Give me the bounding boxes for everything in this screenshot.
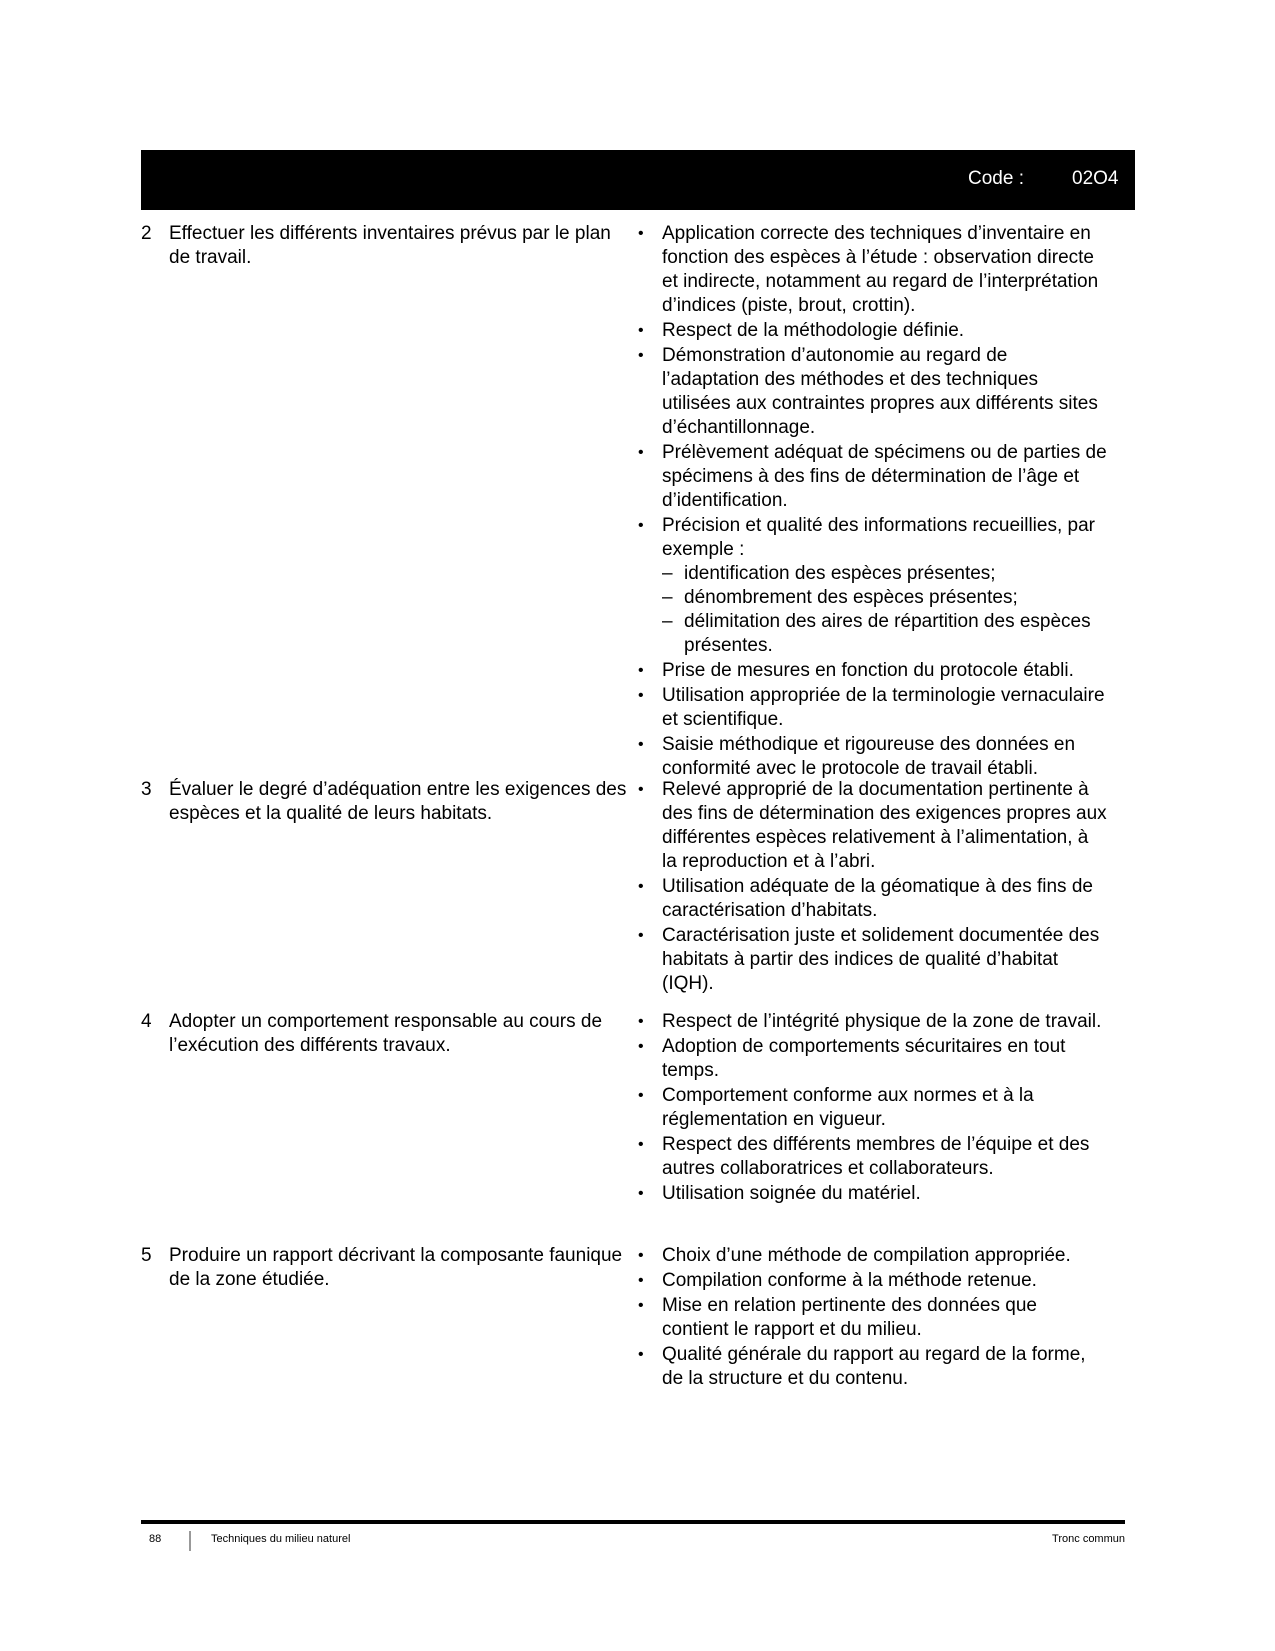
criterion-text: Utilisation soignée du matériel. [662,1183,921,1204]
bullet-icon: • [638,736,644,753]
bullet-icon: • [638,1185,644,1202]
element-of-competency [141,222,651,270]
criterion-text: Adoption de comportements sécuritaires en tout temps. [662,1036,1066,1081]
element-number: 2 [141,223,152,244]
sub-item [662,562,1108,586]
dash-icon: – [662,611,673,632]
bullet-icon: • [638,322,644,339]
element-number: 5 [141,1245,152,1266]
criterion-item [638,514,1108,658]
criterion-item [638,1294,1108,1342]
program-name: Techniques du milieu naturel [211,1533,351,1545]
criterion-text: Caractérisation juste et solidement documentée des habitats à partir des indices de qualité d’habitat (IQH). [662,925,1100,994]
performance-criteria-list [638,1244,1108,1392]
bullet-icon: • [638,662,644,679]
bullet-icon: • [638,1013,644,1030]
sub-item-text: délimitation des aires de répartition des espèces présentes. [684,611,1091,656]
section-name: Tronc commun [1052,1533,1125,1545]
element-of-competency [141,1010,651,1058]
element-text: Effectuer les différents inventaires prévus par le plan de travail. [169,223,611,268]
element-text: Évaluer le degré d’adéquation entre les exigences des espèces et la qualité de leurs habitats. [169,779,627,824]
criterion-text: Utilisation appropriée de la terminologie vernaculaire et scientifique. [662,685,1105,730]
sub-item-text: dénombrement des espèces présentes; [684,587,1018,608]
criterion-item [638,344,1108,440]
bullet-icon: • [638,347,644,364]
bullet-icon: • [638,1247,644,1264]
criterion-item [638,1182,1108,1206]
criterion-item [638,441,1108,513]
bullet-icon: • [638,1136,644,1153]
criterion-text: Prélèvement adéquat de spécimens ou de parties de spécimens à des fins de détermination de l’âge et d’identification. [662,442,1107,511]
criterion-item [638,1035,1108,1083]
criterion-text: Respect de l’intégrité physique de la zone de travail. [662,1011,1102,1032]
criterion-item [638,924,1108,996]
criterion-text: Saisie méthodique et rigoureuse des données en conformité avec le protocole de travail établi. [662,734,1076,779]
page-number: 88 [149,1533,162,1545]
criterion-item [638,733,1108,781]
bullet-icon: • [638,517,644,534]
bullet-icon: • [638,878,644,895]
element-text: Adopter un comportement responsable au cours de l’exécution des différents travaux. [169,1011,603,1056]
sub-item [662,586,1108,610]
criterion-text: Respect des différents membres de l’équipe et des autres collaboratrices et collaborateurs. [662,1134,1090,1179]
criterion-text: Compilation conforme à la méthode retenue. [662,1270,1037,1291]
criterion-text: Relevé approprié de la documentation pertinente à des fins de détermination des exigences propres aux différentes espèces relativement à l’alimentation, à la reproduction et à l’abri. [662,779,1107,872]
criterion-item [638,1343,1108,1391]
criterion-item [638,875,1108,923]
element-of-competency [141,778,651,826]
criterion-item [638,1084,1108,1132]
bullet-icon: • [638,781,644,798]
criterion-text: Application correcte des techniques d’inventaire en fonction des espèces à l’étude : observation directe et indirecte, notamment au regard de l’interprétation d’indices (piste, brout, crottin). [662,223,1099,316]
criterion-item [638,684,1108,732]
criterion-text: Qualité générale du rapport au regard de la forme, de la structure et du contenu. [662,1344,1086,1389]
bullet-icon: • [638,225,644,242]
bullet-icon: • [638,1038,644,1055]
performance-criteria-list [638,1010,1108,1207]
criterion-item [638,1269,1108,1293]
dash-icon: – [662,563,673,584]
sub-item [662,610,1108,658]
criterion-text: Utilisation adéquate de la géomatique à des fins de caractérisation d’habitats. [662,876,1093,921]
element-number: 3 [141,779,152,800]
criterion-text: Démonstration d’autonomie au regard de l’adaptation des méthodes et des techniques utilisées aux contraintes propres aux différents sites d’échantillonnage. [662,345,1098,438]
footer-separator [189,1531,191,1551]
criterion-text: Choix d’une méthode de compilation appropriée. [662,1245,1071,1266]
criterion-item [638,319,1108,343]
criterion-item [638,1244,1108,1268]
bullet-icon: • [638,1297,644,1314]
code-value: 02O4 [1072,168,1119,189]
sub-list [662,562,1108,658]
criterion-text: Mise en relation pertinente des données que contient le rapport et du milieu. [662,1295,1037,1340]
code-label: Code : [968,168,1024,189]
criterion-item [638,659,1108,683]
bullet-icon: • [638,1346,644,1363]
dash-icon: – [662,587,673,608]
criterion-text: Précision et qualité des informations recueillies, par exemple : [662,515,1095,560]
bullet-icon: • [638,687,644,704]
bullet-icon: • [638,927,644,944]
sub-item-text: identification des espèces présentes; [684,563,996,584]
criterion-text: Comportement conforme aux normes et à la réglementation en vigueur. [662,1085,1034,1130]
performance-criteria-list [638,222,1108,782]
element-text: Produire un rapport décrivant la composante faunique de la zone étudiée. [169,1245,623,1290]
bullet-icon: • [638,1087,644,1104]
criterion-item [638,1010,1108,1034]
criterion-item [638,222,1108,318]
footer-rule [141,1520,1125,1524]
element-number: 4 [141,1011,152,1032]
criterion-item [638,778,1108,874]
criterion-item [638,1133,1108,1181]
criterion-text: Prise de mesures en fonction du protocole établi. [662,660,1074,681]
bullet-icon: • [638,444,644,461]
criterion-text: Respect de la méthodologie définie. [662,320,965,341]
performance-criteria-list [638,778,1108,997]
element-of-competency [141,1244,651,1292]
bullet-icon: • [638,1272,644,1289]
